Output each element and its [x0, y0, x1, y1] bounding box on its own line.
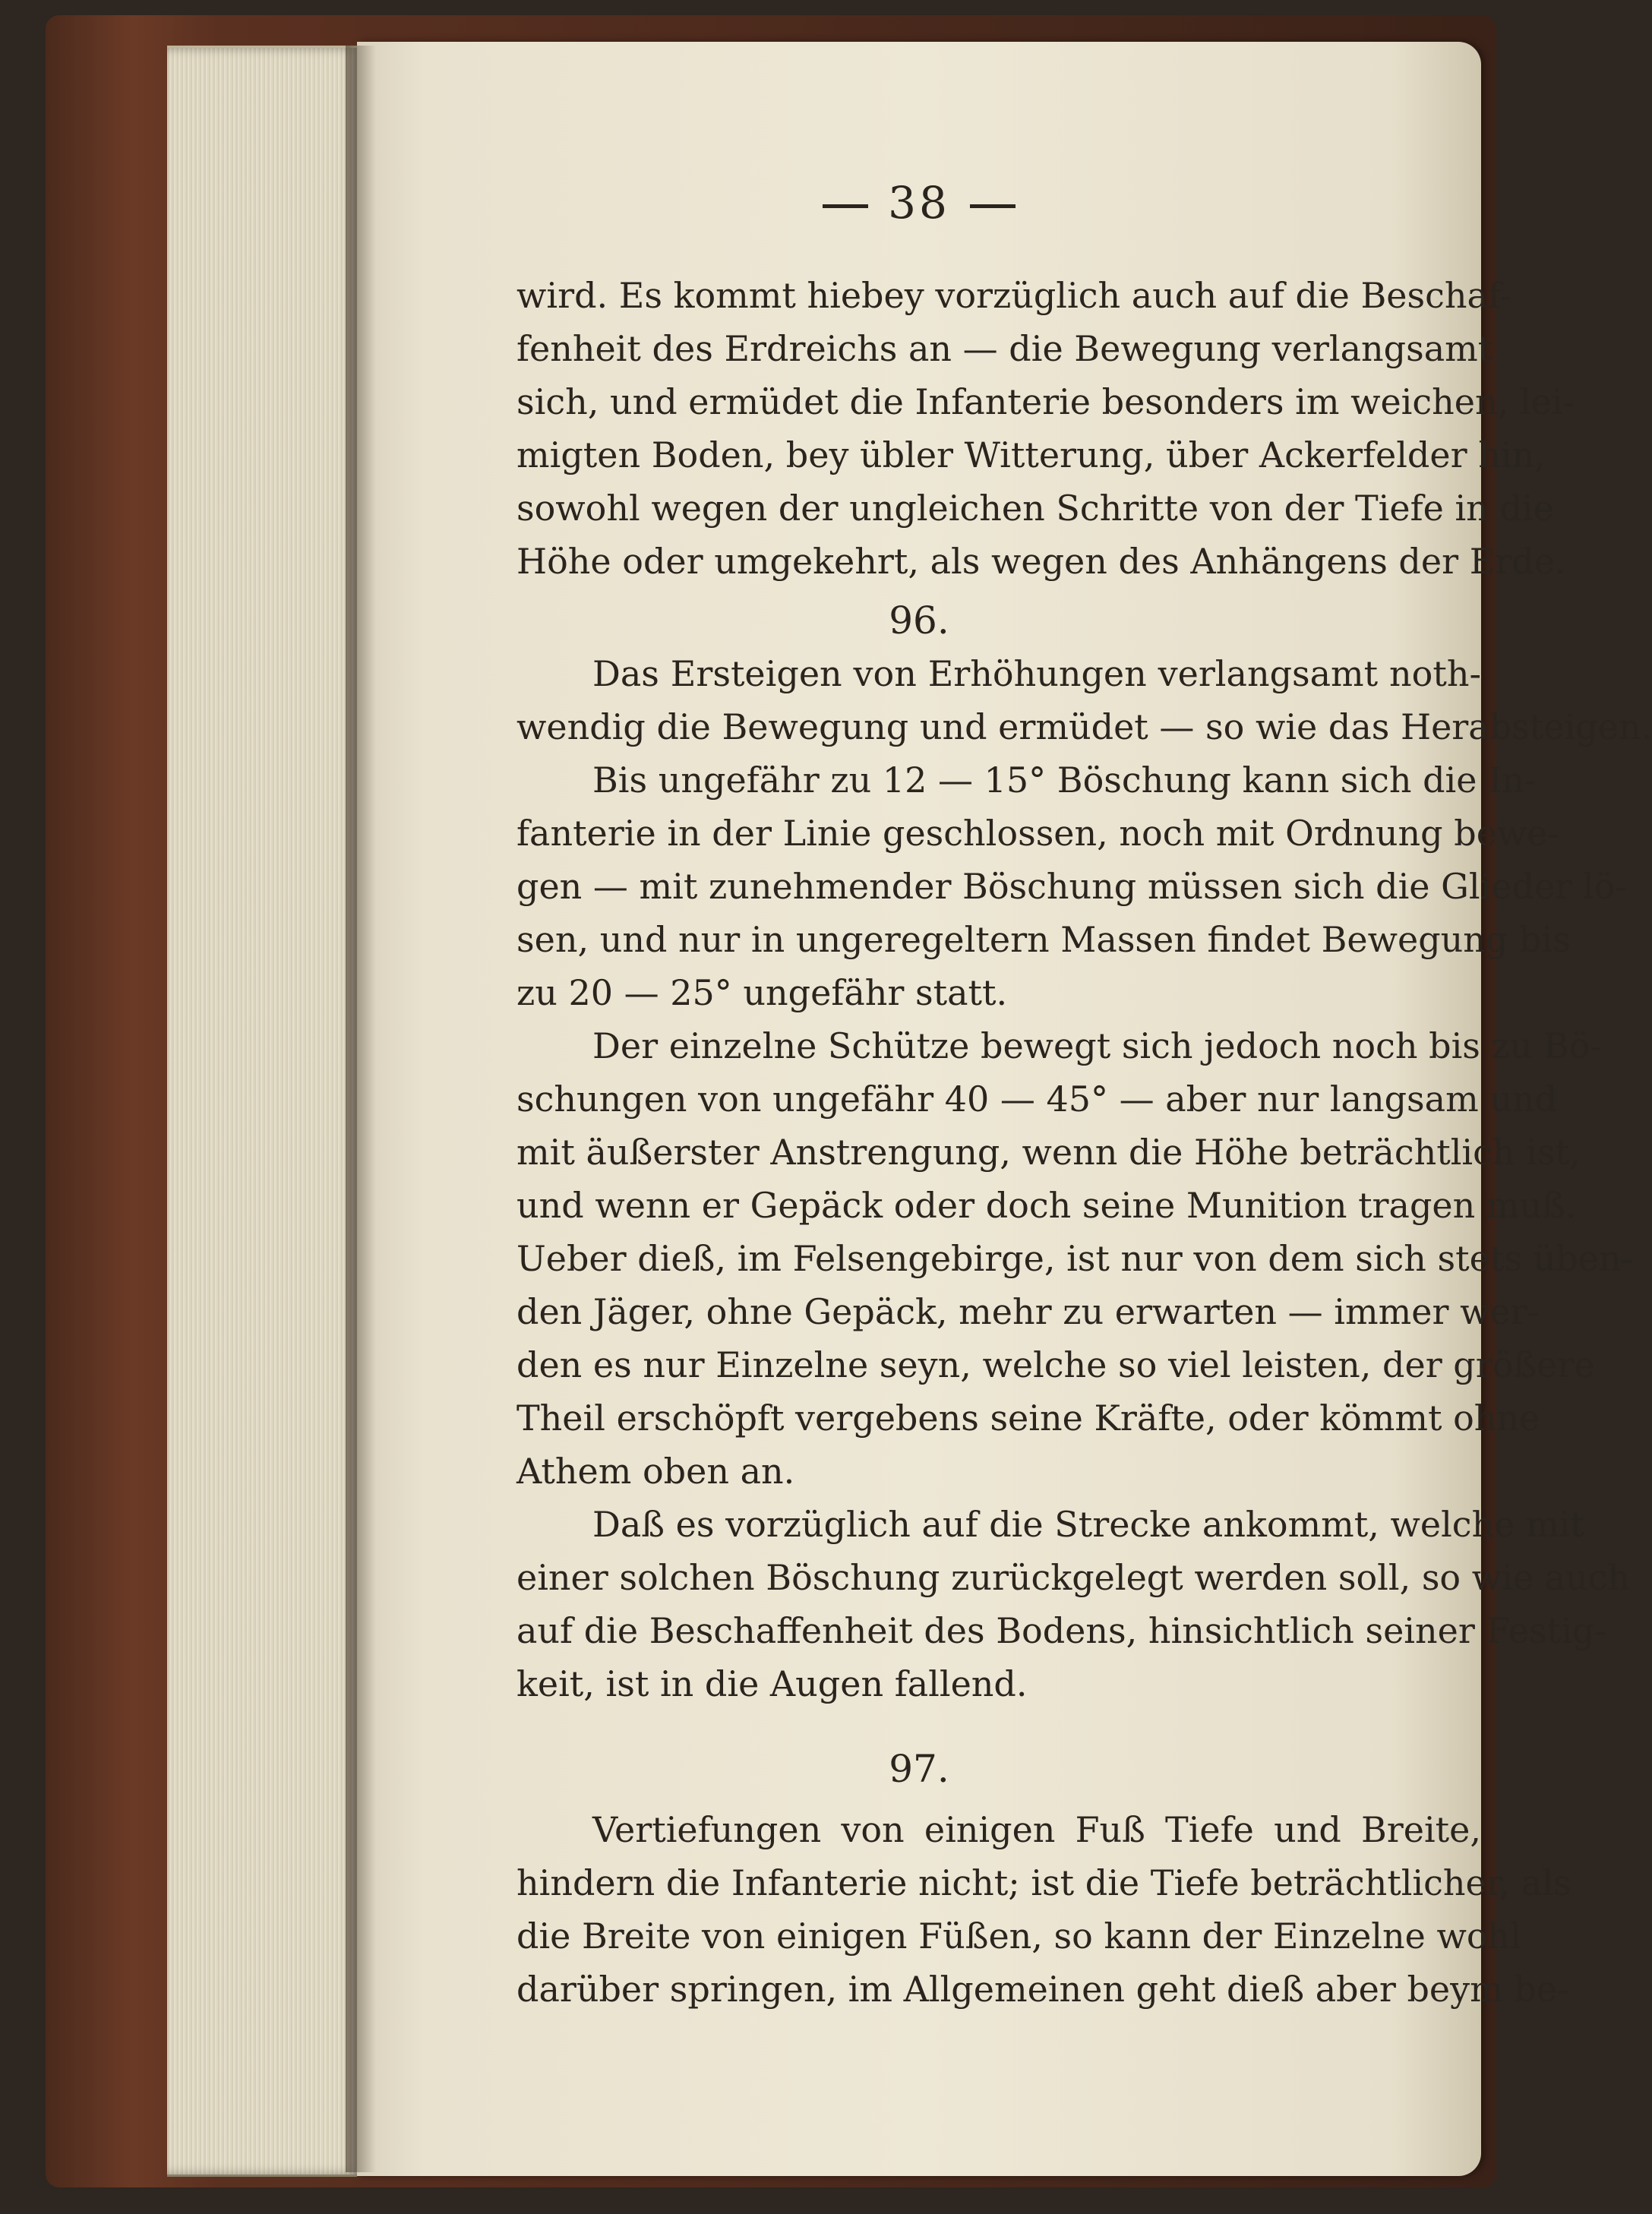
text-line: sen, und nur in ungeregeltern Massen findet Bewegung bis	[516, 919, 1571, 960]
text-line: schungen von ungefähr 40 — 45° — aber nur langsam und	[516, 1079, 1558, 1120]
text-line: Vertiefungen von einigen Fuß Tiefe und Breite,	[592, 1809, 1481, 1850]
section-number-97: 97.	[889, 1747, 949, 1791]
text-line: auf die Beschaffenheit des Bodens, hinsichtlich seiner Festig-	[516, 1610, 1606, 1651]
text-line: wird. Es kommt hiebey vorzüglich auch auf die Beschaf-	[516, 275, 1511, 316]
text-line: zu 20 — 25° ungefähr statt.	[516, 972, 1008, 1013]
text-line: gen — mit zunehmender Böschung müssen sich die Glieder lö-	[516, 866, 1627, 907]
page-number	[357, 177, 1481, 229]
text-line: Theil erschöpft vergebens seine Kräfte, oder kömmt ohne	[516, 1398, 1540, 1439]
gutter-shadow	[346, 46, 376, 2172]
text-line: Das Ersteigen von Erhöhungen verlangsamt noth-	[592, 653, 1481, 694]
text-line: wendig die Bewegung und ermüdet — so wie das Herabsteigen.	[516, 706, 1652, 747]
text-line: Daß es vorzüglich auf die Strecke ankommt, welche mit	[592, 1504, 1584, 1545]
text-line: sowohl wegen der ungleichen Schritte von der Tiefe in die	[516, 488, 1554, 529]
section-number-96: 96.	[889, 599, 949, 643]
text-line: Der einzelne Schütze bewegt sich jedoch noch bis zu Bö-	[592, 1025, 1603, 1066]
text-line: migten Boden, bey übler Witterung, über Ackerfelder hin,	[516, 434, 1546, 475]
text-line: den Jäger, ohne Gepäck, mehr zu erwarten — immer wer-	[516, 1291, 1540, 1332]
text-line: die Breite von einigen Füßen, so kann der Einzelne wohl	[516, 1916, 1521, 1957]
text-line: Ueber dieß, im Felsengebirge, ist nur von dem sich stets üben-	[516, 1238, 1634, 1279]
text-line: Höhe oder umgekehrt, als wegen des Anhängens der Erde.	[516, 541, 1566, 582]
text-line: darüber springen, im Allgemeinen geht dieß aber beym be-	[516, 1969, 1569, 2010]
text-line: einer solchen Böschung zurückgelegt werden soll, so wie auch	[516, 1557, 1631, 1598]
text-line: den es nur Einzelne seyn, welche so viel leisten, der größere	[516, 1344, 1595, 1385]
text-line: fanterie in der Linie geschlossen, noch mit Ordnung bewe-	[516, 813, 1560, 854]
text-line: und wenn er Gepäck oder doch seine Munition tragen muß.	[516, 1185, 1577, 1226]
text-line: fenheit des Erdreichs an — die Bewegung verlangsamt	[516, 328, 1492, 369]
text-line: Athem oben an.	[516, 1451, 795, 1492]
text-line: sich, und ermüdet die Infanterie besonders im weichen, lei-	[516, 381, 1575, 422]
page-number-text: 38	[888, 177, 950, 229]
left-page-stack	[167, 46, 357, 2177]
text-line: keit, ist in die Augen fallend.	[516, 1663, 1028, 1704]
text-line: Bis ungefähr zu 12 — 15° Böschung kann sich die In-	[592, 760, 1537, 801]
text-line: hindern die Infanterie nicht; ist die Tiefe beträchtlicher, als	[516, 1862, 1571, 1903]
text-line: mit äußerster Anstrengung, wenn die Höhe beträchtlich ist,	[516, 1132, 1581, 1173]
